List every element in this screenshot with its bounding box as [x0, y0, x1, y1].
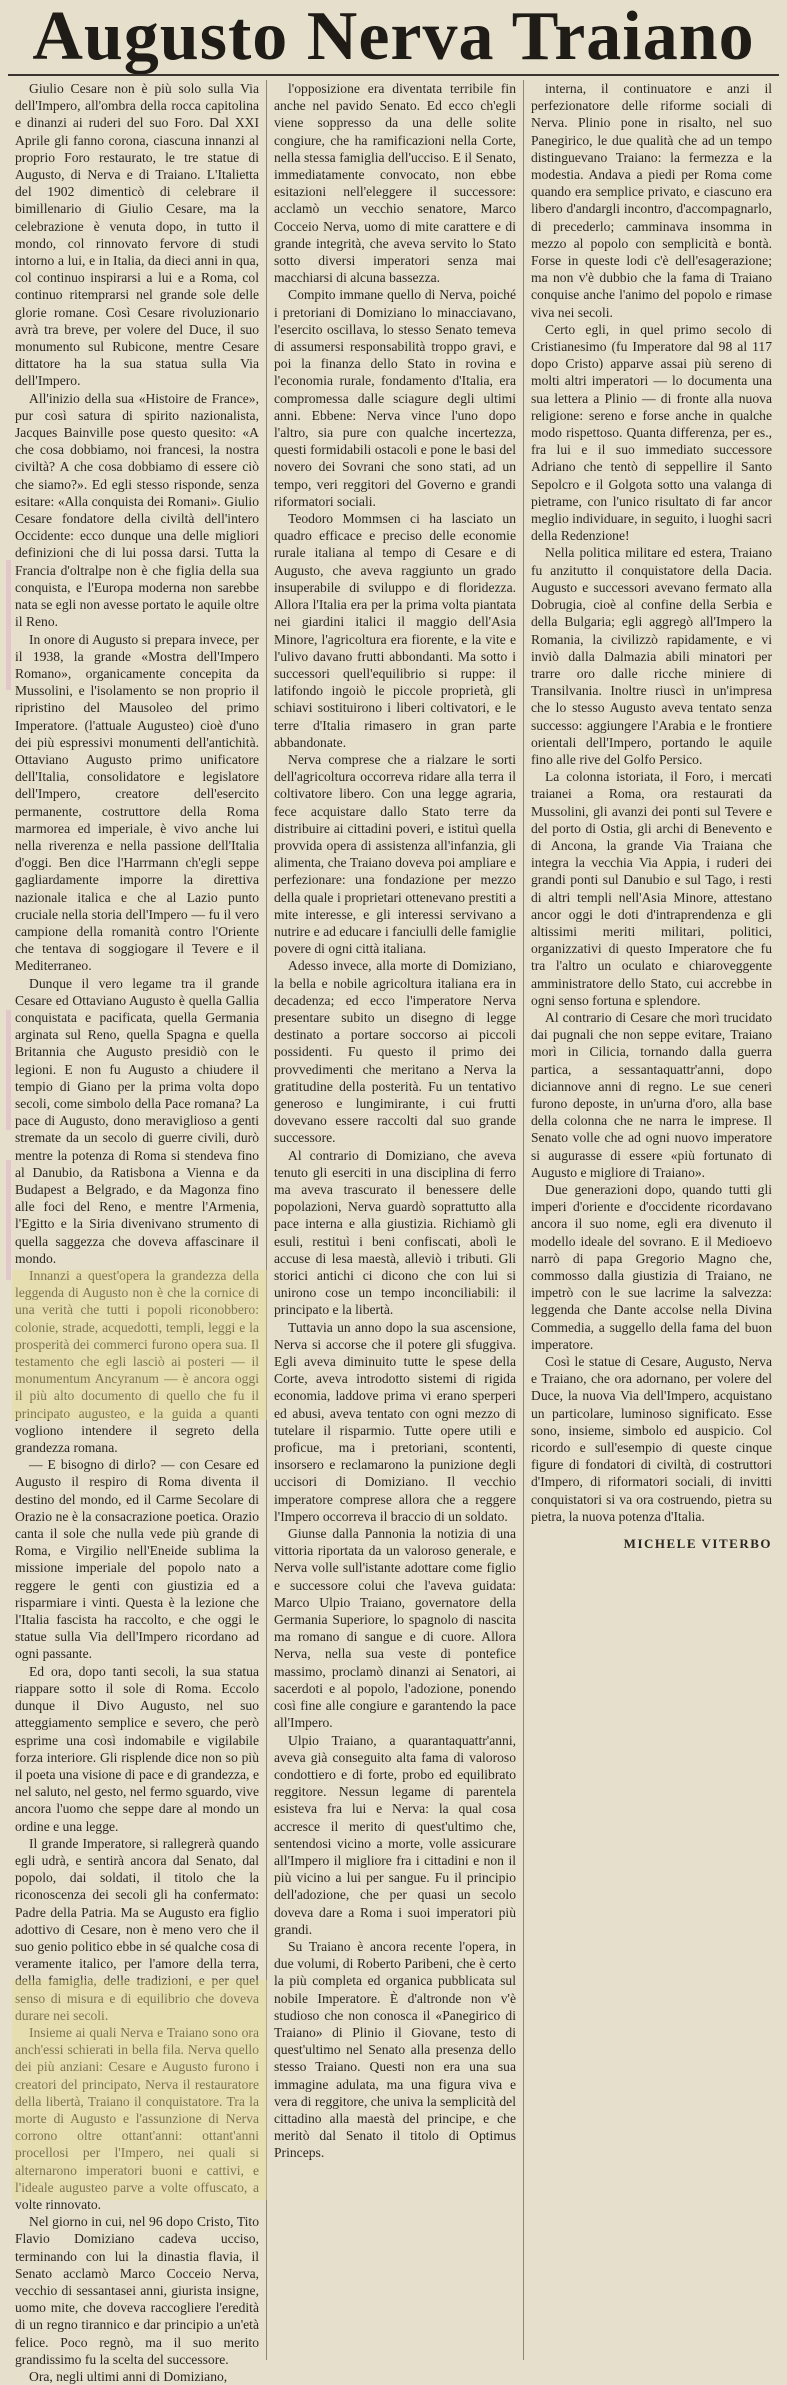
paragraph: Certo egli, in quel primo secolo di Cristianesimo (fu Imperatore dal 98 al 117 dopo Cristo) apparve assai più sereno di molti altri imperatori — lo documenta una sua lettera a Plinio — di fronte alla nuova religione: sereno e forse anche in qualche modo rispettoso. Quanta differenza, per es., fra lui e il suo immediato successore Adriano che tentò di seppellire il Santo Sepolcro e il Golgota sotto una valanga di pietrame, con l'unico risultato di far ancor meglio individuare, in seguito, i luoghi sacri della Redenzione!: [531, 321, 772, 544]
paragraph: l'opposizione era diventata terribile fin anche nel pavido Senato. Ed ecco ch'egli viene soppresso da una delle solite congiure, che ha ramificazioni nella Corte, nella stessa famiglia dell'ucciso. E il Senato, immediatamente convocato, non ebbe esitazioni nell'eleggere il successore: acclamò un vecchio senatore, Marco Cocceio Nerva, uomo di mite carattere e di grande integrità, che aveva servito lo Stato sotto diversi imperatori senza mai macchiarsi di alcuna bassezza.: [274, 81, 516, 286]
paragraph: — E bisogno di dirlo? — con Cesare ed Augusto il respiro di Roma diventa il destino del mondo, ed il Carme Secolare di Orazio ne è la consacrazione poetica. Orazio canta il sole che nulla vede più grande di Roma, e Virgilio nell'Eneide sublima la missione imperiale del popolo nato a reggere le genti con giustizia ed a risparmiare i vinti. Questa è la lezione che l'Italia fascista ha raccolto, e che oggi le statue sulla Via dell'Impero ricordano ad ogni passante.: [15, 1457, 259, 1662]
paragraph: Nerva comprese che a rialzare le sorti dell'agricoltura occorreva ridare alla terra il coltivatore libero. Con una legge agraria, fece acquistare dallo Stato terre da distribuire ai cittadini poveri, e istituì quella provvida opera di assistenza all'infanzia, gli alimenta, che Traiano doveva poi ampliare e perfezionare: una fondazione per mezzo della quale i proprietari ottenevano prestiti a mite interesse, e gli interessi servivano a nutrire e ad educare i fanciulli delle famiglie povere di ogni città italiana.: [274, 751, 516, 957]
headline-rule: [8, 74, 779, 76]
article-headline: Augusto Nerva Traiano: [32, 0, 755, 75]
paragraph: Al contrario di Domiziano, che aveva tenuto gli eserciti in una disciplina di ferro ma aveva trascurato il benessere delle popolazioni, Nerva guardò soprattutto alla pace interna e alla giustizia. Richiamò gli esuli, restituì i beni confiscati, abolì le accuse di lesa maestà, alleviò i tributi. Gli storici antichi ci dicono che con lui si unirono cose un tempo inconciliabili: il principato e la libertà.: [274, 1147, 516, 1318]
paragraph: Ora, negli ultimi anni di Domiziano,: [29, 2369, 228, 2385]
paragraph: Ulpio Traiano, a quarantaquattr'anni, aveva già conseguito alta fama di valoroso condottiero e di forte, probo ed equilibrato reggitore. Nessun legame di parentela esisteva fra lui e Nerva: la qual cosa accresce il merito di quest'ultimo che, sentendosi vicino a morte, volle assicurare all'Impero il migliore fra i cittadini e non il più vicino a lui per sangue. Fu il principio dell'adozione, che per quasi un secolo doveva dare a Roma i suoi imperatori più grandi.: [274, 1732, 516, 1937]
paragraph: Tuttavia un anno dopo la sua ascensione, Nerva si accorse che il potere gli sfuggiva. Egli aveva diminuito tutte le spese della Corte, aveva introdotto sistemi di rigida economia, laddove prima vi erano sperperi ed abusi, aveva tentato con ogni mezzo di tutelare il risparmio. Tutte opere utili e proficue, ma i pretoriani, scontenti, insorsero e reclamarono la punizione degli uccisori di Domiziano. Il vecchio imperatore comprese allora che a reggere l'Impero occorreva il braccio di un soldato.: [274, 1319, 516, 1524]
article-column-3: [523, 80, 779, 2360]
paragraph: Nella politica militare ed estera, Traiano fu anzitutto il conquistatore della Dacia. Augusto e successori avevano fermato alla Dobrugia, cioè al confine della Serbia e della Bulgaria; egli aggregò all'Impero la Romania, la civilizzò rapidamente, e vi inviò dalla Dalmazia abili minatori per trarre oro dalle ricche miniere di Transilvania. Inoltre riuscì in un'impresa che lo stesso Augusto aveva tentato senza successo: aggiungere l'Arabia e le frontiere orientali dell'Impero, portando le aquile fino alle rive del Golfo Persico.: [531, 545, 772, 767]
paragraph: Ed ora, dopo tanti secoli, la sua statua riappare sotto il sole di Roma. Eccolo dunque il Divo Augusto, nel suo atteggiamento semplice e severo, che però esprime una così indomabile e vigilabile forza interiore. Gli risplende dice non so più il poeta una visione di pace e di grandezza, e nel saluto, nel gesto, nel fermo sguardo, vive ancora l'uomo che seppe dare al mondo un ordine e una legge.: [15, 1663, 259, 1834]
paragraph: Giunse dalla Pannonia la notizia di una vittoria riportata da un valoroso generale, e Nerva volle sull'istante adottare come figlio e successore colui che l'aveva guidata: Marco Ulpio Traiano, governatore della Germania Superiore, lo spagnolo di nascita ma romano di sangue e di cuore. Allora Nerva, nella sua veste di pontefice massimo, proclamò dinanzi ai Senatori, ai sacerdoti e al popolo, l'adozione, ponendo così fine alle congiure e garantendo la pace all'Impero.: [274, 1526, 516, 1731]
paragraph: Dunque il vero legame tra il grande Cesare ed Ottaviano Augusto è quella Gallia conquistata e pacificata, quella Germania arginata sul Reno, quella Spagna e quella Britannia che Augusto presidiò con le legioni. E non fu Augusto a chiudere il tempio di Giano per la prima volta dopo secoli, come simbolo della Pace romana? La pace di Augusto, dono meraviglioso a genti stremate da un secolo di guerre civili, durò mentre la potenza di Roma si stendeva fino al Danubio, da Ratisbona a Vienna e da Budapest a Belgrado, e da Magonza fino alle foci del Reno, e mentre l'Armenia, l'Egitto e la Siria divenivano strumento di quella saggezza che doveva affascinare il mondo.: [15, 975, 259, 1266]
paragraph: Su Traiano è ancora recente l'opera, in due volumi, di Roberto Paribeni, che è certo la più completa ed organica pubblicata sul nobile Imperatore. È d'altronde non v'è studioso che non conosca il «Panegirico di Traiano» di Plinio il Giovane, testo di quest'ultimo nel Senato alla presenza dello stesso Traiano. Questi non era una sua immagine adulata, ma una figura viva e vera di reggitore, che univa la semplicità del cittadino alla maestà del principe, e che meritò dal Senato il titolo di Optimus Princeps.: [274, 1938, 516, 2161]
paragraph: Il grande Imperatore, si rallegrerà quando egli udrà, e sentirà ancora dal Senato, dal popolo, dai soldati, il titolo che la riconoscenza dei secoli gli ha confermato: Padre della Patria. Ma se Augusto era figlio adottivo di Cesare, non è meno vero che il suo genio politico ebbe in sé qualche cosa di veramente italico, per l'amore della terra, della famiglia, delle tradizioni, e per quel senso di misura e di equilibrio che doveva durare nei secoli.: [15, 1835, 259, 2023]
article-column-1: [8, 80, 266, 2385]
paragraph: Teodoro Mommsen ci ha lasciato un quadro efficace e preciso delle economie rurale italiana al tempo di Cesare e di Augusto, che aveva raggiunto un grado insuperabile di sviluppo e di floridezza. Allora l'Italia era per la prima volta piantata nei giardini italici il maggio dell'Asia Minore, l'agricoltura era fiorente, e la vite e l'ulivo davano frutti abbondanti. Ma sotto i successori quell'equilibrio si ruppe: il latifondo ingoiò le piccole proprietà, gli schiavi sostituirono i liberi coltivatori, e le terre d'Italia rimasero in gran parte abbandonate.: [274, 511, 516, 750]
paragraph: Nel giorno in cui, nel 96 dopo Cristo, Tito Flavio Domiziano cadeva ucciso, terminando con lui la dinastia flavia, il Senato acclamò Marco Cocceio Nerva, vecchio di sessantasei anni, giurista insigne, uomo mite, che doveva raccogliere l'eredità di un regno tirannico e dar principio a un'età felice. Poco regnò, ma il suo merito grandissimo fu la scelta del successore.: [15, 2214, 259, 2367]
article-columns: [8, 80, 779, 2385]
paragraph: Adesso invece, alla morte di Domiziano, la bella e nobile agricoltura italiana era in decadenza; ed ecco l'imperatore Nerva presentare subito un disegno di legge destinato a portare soccorso ai piccoli possidenti. Fu questo il primo dei provvedimenti che meritano a Nerva la gratitudine della posterità. Fu un tentativo generoso e lungimirante, i cui frutti dovevano essere raccolti dal suo grande successore.: [274, 958, 516, 1146]
paragraph: Innanzi a quest'opera la grandezza della leggenda di Augusto non è che la cornice di una verità che tutti i popoli riconobbero: colonie, strade, acquedotti, templi, leggi e la prosperità dei commerci furono opera sua. Il testamento che egli lasciò ai posteri — il monumentum Ancyranum — è ancora oggi il più alto documento di quello che fu il principato augusteo, e la guida a quanti vogliono intendere il segreto della grandezza romana.: [15, 1268, 259, 1456]
paragraph: Due generazioni dopo, quando tutti gli imperi d'oriente e d'occidente ricordavano ancora il suo nome, egli era divenuto il modello ideale del sovrano. E il Medioevo narrò di papa Gregorio Magno che, commosso dalla giustizia di Traiano, ne impetrò con le sue lacrime la salvezza: leggenda che Dante accolse nella Divina Commedia, a suggello della fama del buon imperatore.: [531, 1182, 772, 1352]
article-column-2: [266, 80, 523, 2360]
paragraph: Giulio Cesare non è più solo sulla Via dell'Impero, all'ombra della rocca capitolina e dinanzi ai ruderi del suo Foro. Dal XXI Aprile gli fanno corona, ciascuna innanzi al proprio Foro restaurato, le tre statue di Augusto, di Nerva e di Traiano. L'Italietta del 1902 dimenticò di celebrare il bimillenario di Giulio Cesare, ma la celebrazione è venuta dopo, in tutto il mondo, col rinnovato fervore di studi intorno a lui, e in Italia, da dieci anni in qua, col continuo inspirarsi a lui e a Roma, col continuo ritemprarsi nel grande sole delle glorie romane. Così Cesare rivoluzionario avrà tra breve, per volere del Duce, il suo monumento sul Rubicone, mentre Cesare dittatore ha la sua statua sulla Via dell'Impero.: [15, 81, 259, 389]
paragraph: All'inizio della sua «Histoire de France», pur così satura di spirito nazionalista, Jacques Bainville pose questo quesito: «A che cosa dobbiamo, noi francesi, la nostra civiltà? A che cosa dobbiamo di essere ciò che siamo?». Ed egli stesso risponde, senza esitare: «Alla conquista dei Romani». Giulio Cesare fondatore della civiltà dell'intero Occidente: ecco dunque una delle migliori definizioni che di lui possa darsi. Tutta la Francia d'oltralpe non è che figlia della sua conquista, e l'Europa moderna non sarebbe nata se egli non avesse portato le aquile oltre il Reno.: [15, 390, 259, 630]
paragraph: Compito immane quello di Nerva, poiché i pretoriani di Domiziano lo minacciavano, l'esercito oscillava, lo stesso Senato temeva di assumersi responsabilità troppo gravi, e poi la finanza dello Stato in rovina e l'economia rurale, fondamento d'Italia, era compromessa dalle sciagure degli ultimi anni. Ebbene: Nerva vince l'uno dopo l'altro, sia pure con qualche incertezza, questi formidabili ostacoli e pone le basi del novero dei Sovrani che sono stati, ad un tempo, veri reggitori del Governo e grandi riformatori sociali.: [274, 287, 516, 509]
paragraph: interna, il continuatore e anzi il perfezionatore delle riforme sociali di Nerva. Plinio pone in risalto, nel suo Panegirico, le due qualità che ad un tempo distinguevano Traiano: la fermezza e la modestia. Andava a piedi per Roma come quando era semplice privato, e ciascuno era libero d'andargli incontro, d'accompagnarlo, di precederlo; camminava insomma in mezzo al popolo con semplicità e bontà. Forse in queste lodi c'è dell'esagerazione; ma non v'è dubbio che la fama di Traiano conquise anche l'animo del popolo e rimase viva nei secoli.: [531, 81, 772, 320]
paragraph: Insieme ai quali Nerva e Traiano sono ora anch'essi schierati in bella fila. Nerva quello dei più anziani: Cesare e Augusto furono i creatori del principato, Nerva il restauratore della libertà, Traiano il conquistatore. Tra la morte di Augusto e l'assunzione di Nerva corrono oltre ottant'anni: ottant'anni procellosi per l'Impero, nei quali si alternarono imperatori buoni e cattivi, e l'ideale augusteo parve a volte offuscato, a volte rinnovato.: [15, 2024, 259, 2212]
paragraph: La colonna istoriata, il Foro, i mercati traianei a Roma, ora restaurati da Mussolini, gli avanzi dei ponti sul Tevere e del porto di Ostia, gli archi di Benevento e di Ancona, la grande Via Traiana che integra la vecchia Via Appia, i ruderi dei grandi ponti sul Danubio e sul Tago, i resti di altri templi nell'Asia Minore, attestano ancor oggi le doti d'intraprendenza e gli altissimi meriti militari, politici, organizzativi di questo Imperatore che fu tra l'altro un oculato e chiaroveggente amministratore dello Stato, cui accrebbe in ogni senso fortuna e splendore.: [531, 769, 772, 1008]
paragraph: In onore di Augusto si prepara invece, per il 1938, la grande «Mostra dell'Impero Romano», organicamente concepita da Mussolini, e l'isolamento se non proprio il ripristino del Mausoleo del primo Imperatore. (l'attuale Augusteo) cioè d'uno dei più espressivi monumenti dell'antichità. Ottaviano Augusto primo unificatore dell'Italia, consolidatore e legislatore dell'Impero, creatore dell'esercito permanente, costruttore della Roma marmorea ed imperiale, è vivo anche lui nella riverenza e nella passione dell'Italia d'oggi. Ben dice l'Harrmann ch'egli seppe gagliardamente imporre la direttiva nazionale italica e che al Lazio punto cruciale nella storia dell'Impero — fu il vero campione della romanità contro l'Oriente che tentava di soggiogare il Tevere e il Mediterraneo.: [15, 631, 259, 974]
paragraph: Al contrario di Cesare che morì trucidato dai pugnali che non seppe evitare, Traiano morì in Cilicia, tornando dalla guerra partica, a sessantaquattr'anni, dopo diciannove anni di regno. Le sue ceneri furono deposte, in un'urna d'oro, alla base della colonna che ne narra le imprese. Il Senato volle che ad ogni nuovo imperatore si augurasse di essere «più fortunato di Augusto e migliore di Traiano».: [531, 1009, 772, 1180]
author-signature: MICHELE VITERBO: [623, 1536, 772, 1552]
paragraph: Così le statue di Cesare, Augusto, Nerva e Traiano, che ora adornano, per volere del Duce, la nuova Via dell'Impero, acquistano un particolare, luminoso significato. Esse sono, insieme, simbolo ed auspicio. Col ricordo e sull'esempio di queste cinque figure di fondatori di civiltà, di costruttori d'Impero, di riformatori sociali, di invitti conquistatori si va ora costruendo, pietra su pietra, la nuova potenza d'Italia.: [531, 1354, 772, 1524]
